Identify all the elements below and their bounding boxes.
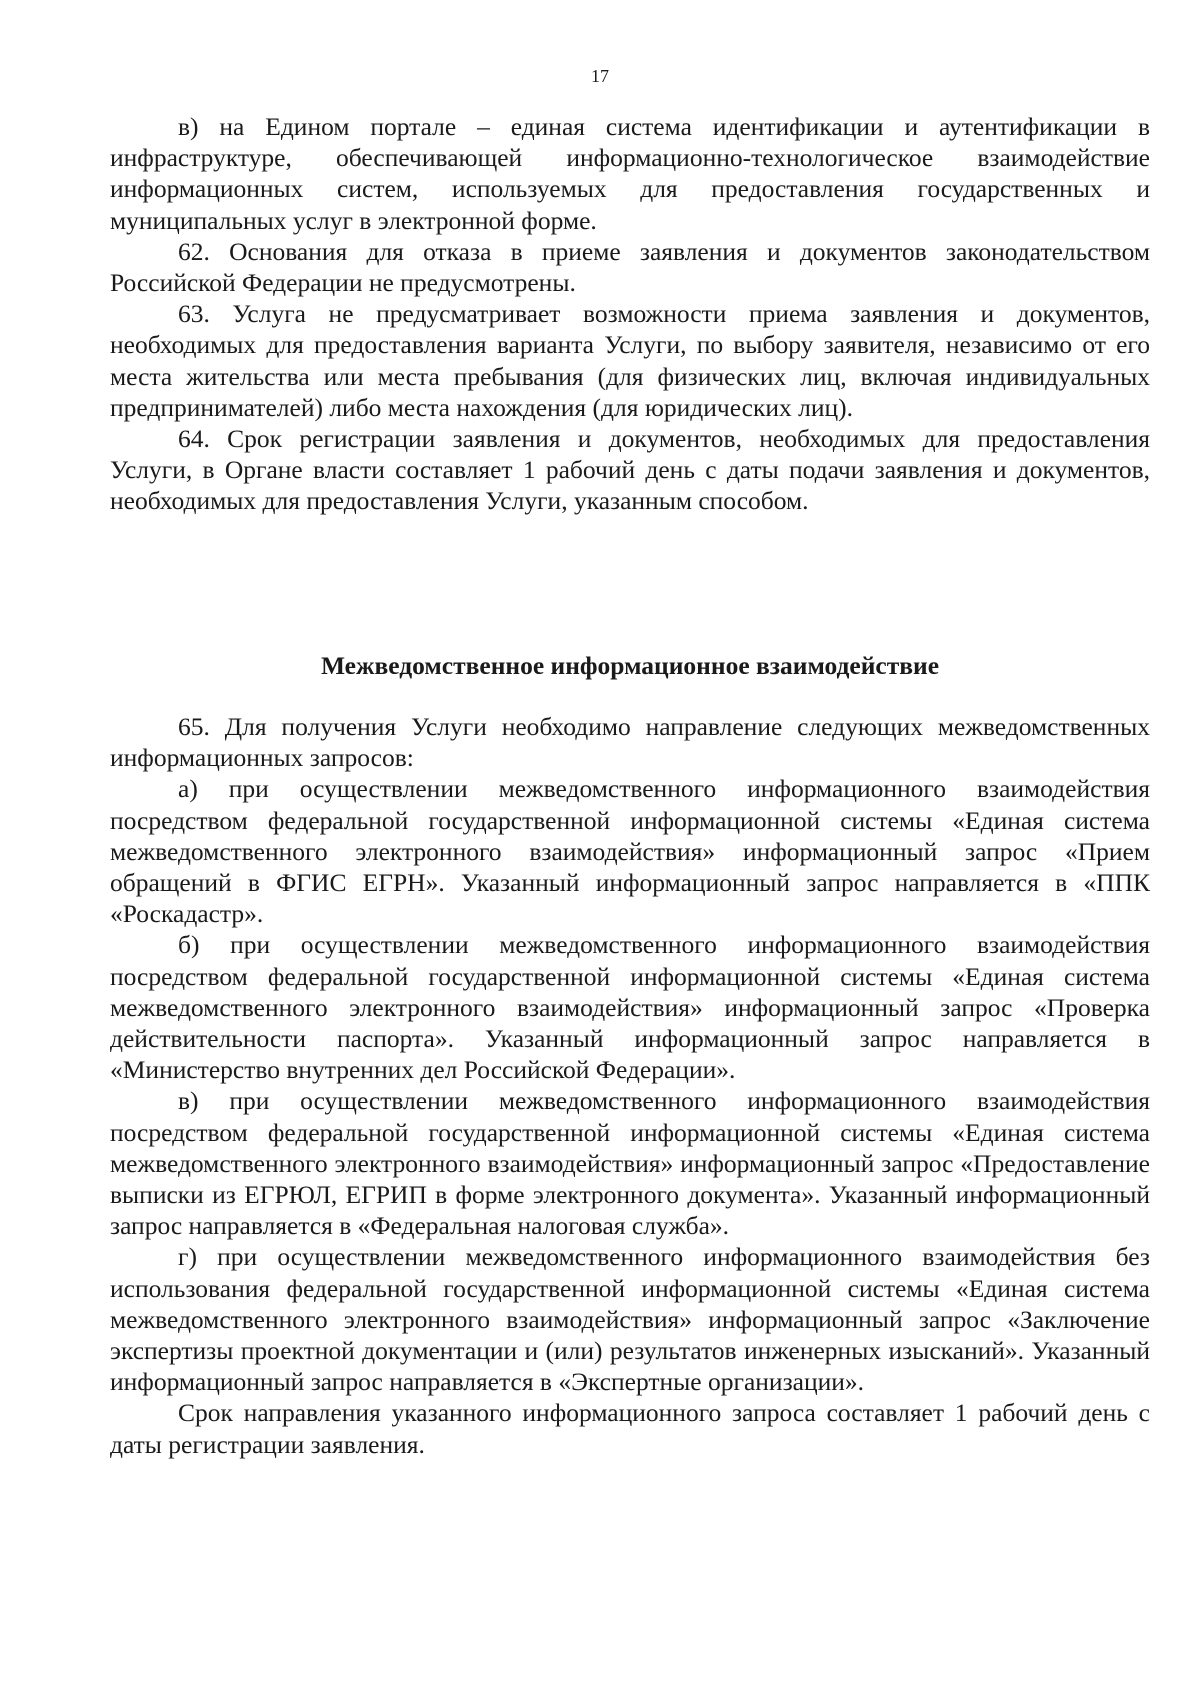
paragraph-65-g: г) при осуществлении межведомственного информационного взаимодействия без использования федеральной государственной информационной системы «Единая система межведомственного электронного взаимодействия» информационный запрос «Заключение экспертизы проектной документации и (или) результатов инженерных изысканий». Указанный информационный запрос направляется в «Экспертные организации». <box>110 1242 1150 1397</box>
paragraph-65-a: а) при осуществлении межведомственного информационного взаимодействия посредством федеральной государственной информационной системы «Единая система межведомственного электронного взаимодействия» информационный запрос «Прием обращений в ФГИС ЕГРН». Указанный информационный запрос направляется в «ППК «Роскадастр». <box>110 774 1150 929</box>
paragraph-65-b: б) при осуществлении межведомственного информационного взаимодействия посредством федеральной государственной информационной системы «Единая система межведомственного электронного взаимодействия» информационный запрос «Проверка действительности паспорта». Указанный информационный запрос направляется в «Министерство внутренних дел Российской Федерации». <box>110 930 1150 1085</box>
interagency-section <box>110 711 1150 1460</box>
paragraph-65-v: в) при осуществлении межведомственного информационного взаимодействия посредством федеральной государственной информационной системы «Единая система межведомственного электронного взаимодействия» информационный запрос «Предоставление выписки из ЕГРЮЛ, ЕГРИП в форме электронного документа». Указанный информационный запрос направляется в «Федеральная налоговая служба». <box>110 1086 1150 1241</box>
section-heading: Межведомственное информационное взаимодействие <box>320 651 940 680</box>
paragraph-63: 63. Услуга не предусматривает возможности приема заявления и документов, необходимых для предоставления варианта Услуги, по выбору заявителя, независимо от его места жительства или места пребывания (для физических лиц, включая индивидуальных предпринимателей) либо места нахождения (для юридических лиц). <box>110 299 1150 422</box>
top-section <box>110 111 1150 517</box>
paragraph-64: 64. Срок регистрации заявления и документов, необходимых для предоставления Услуги, в Органе власти составляет 1 рабочий день с даты подачи заявления и документов, необходимых для предоставления Услуги, указанным способом. <box>110 424 1150 516</box>
paragraph-61-v: в) на Едином портале – единая система идентификации и аутентификации в инфраструктуре, обеспечивающей информационно-технологическое взаимодействие информационных систем, используемых для предоставления государственных и муниципальных услуг в электронной форме. <box>110 112 1150 235</box>
paragraph-request-term: Срок направления указанного информационного запроса составляет 1 рабочий день с даты регистрации заявления. <box>110 1398 1150 1459</box>
paragraph-65: 65. Для получения Услуги необходимо направление следующих межведомственных информационных запросов: <box>110 712 1150 773</box>
page-number: 17 <box>591 66 609 86</box>
paragraph-62: 62. Основания для отказа в приеме заявления и документов законодательством Российской Федерации не предусмотрены. <box>110 236 1150 298</box>
